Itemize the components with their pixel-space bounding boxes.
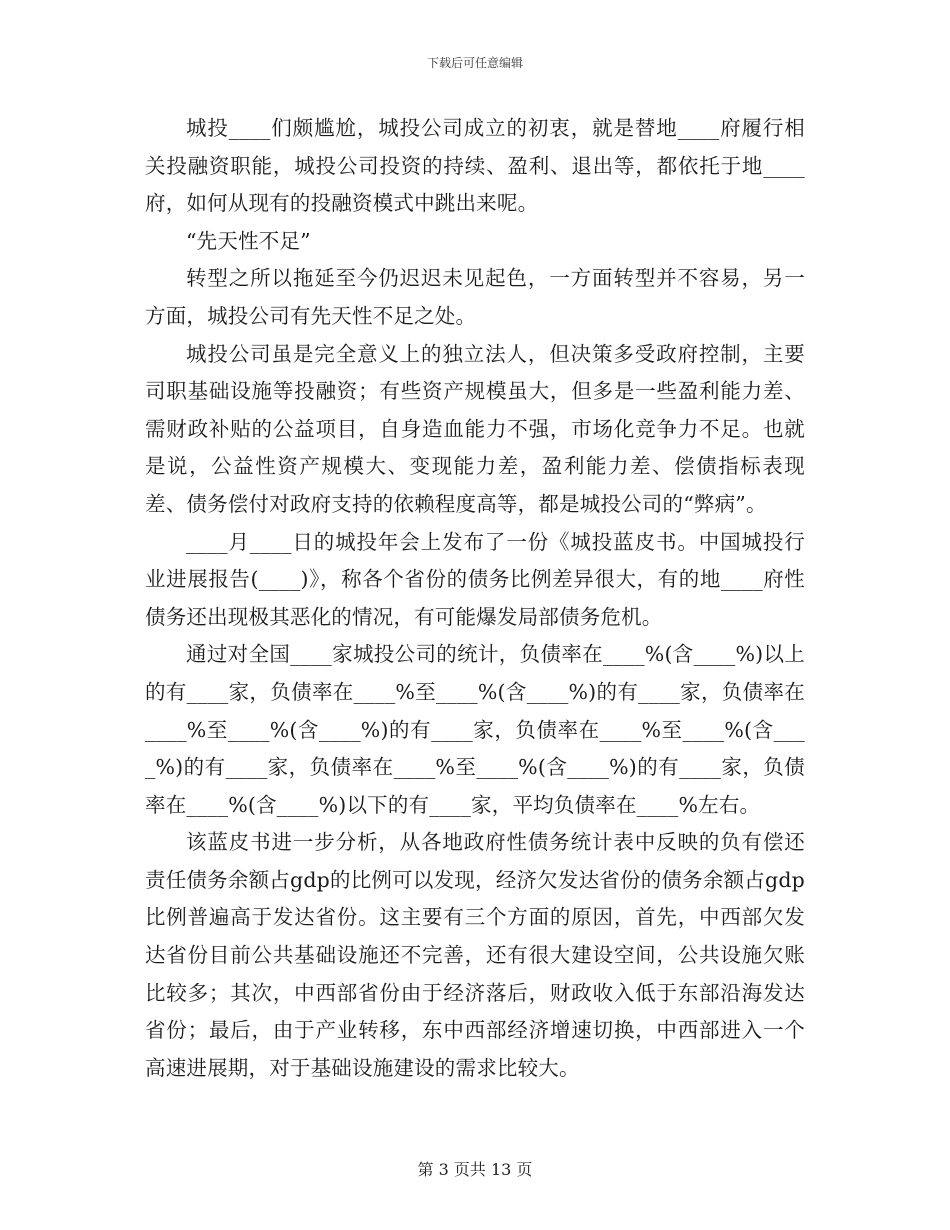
paragraph-statistics: 通过对全国____家城投公司的统计，负债率在____%(含____%)以上的有____家，负债率在____%至____%(含____%)的有____家，负债率在____%至____%(含____%)的有____家，负债率在____%至____%(含____%)的有____家，负债率在____%至____%(含____%)的有____家，负债率在____%(含____%)以下的有____家，平均负债率在____%左右。 [145,642,805,817]
paragraph-subheading: “先天性不足” [186,228,311,253]
page-header: 下载后可任意编辑 [426,56,523,70]
paragraph-transition: 转型之所以拖延至今仍迟迟未见起色，一方面转型并不容易，另一方面，城投公司有先天性不足之处。 [145,266,805,328]
paragraph-intro: 城投____们颇尴尬，城投公司成立的初衷，就是替地____府履行相关投融资职能，城投公司投资的持续、盈利、退出等，都依托于地____府，如何从现有的投融资模式中跳出来呢。 [145,116,805,216]
paragraph-defects: 城投公司虽是完全意义上的独立法人，但决策多受政府控制，主要司职基础设施等投融资；有些资产规模虽大，但多是一些盈利能力差、需财政补贴的公益项目，自身造血能力不强，市场化竞争力不足。也就是说，公益性资产规模大、变现能力差，盈利能力差、偿债指标表现差、债务偿付对政府支持的依赖程度高等，都是城投公司的“弊病”。 [145,341,805,516]
paragraph-analysis: 该蓝皮书进一步分析，从各地政府性债务统计表中反映的负有偿还责任债务余额占gdp的比例可以发现，经济欠发达省份的债务余额占gdp比例普遍高于发达省份。这主要有三个方面的原因，首先，中西部欠发达省份目前公共基础设施还不完善，还有很大建设空间，公共设施欠账比较多；其次，中西部省份由于经济落后，财政收入低于东部沿海发达省份；最后，由于产业转移，东中西部经济增速切换，中西部进入一个高速进展期，对于基础设施建设的需求比较大。 [145,830,805,1080]
paragraph-bluebook: ____月____日的城投年会上发布了一份《城投蓝皮书。中国城投行业进展报告(____)》，称各个省份的债务比例差异很大，有的地____府性债务还出现极其恶化的情况，有可能爆发局部债务危机。 [145,529,805,629]
page-footer: 第 3 页共 13 页 [417,1160,533,1179]
document-body [145,110,805,1087]
